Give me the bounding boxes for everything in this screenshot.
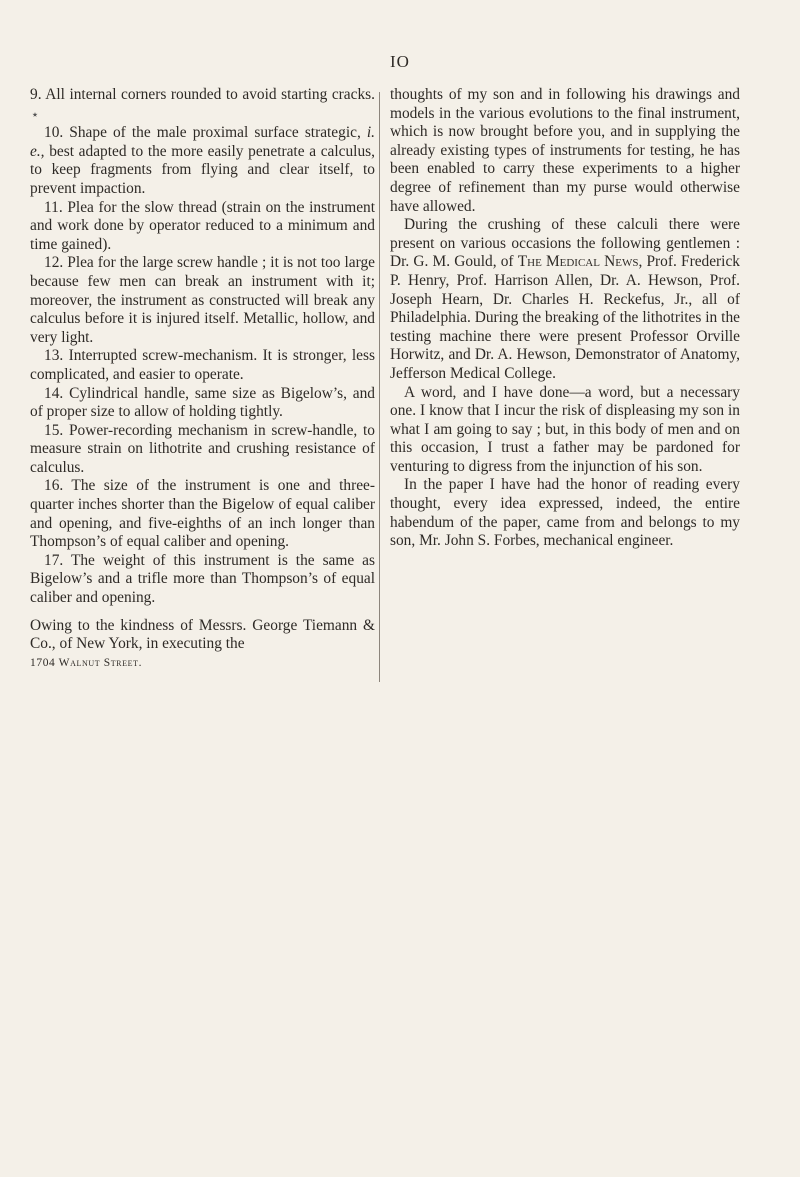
item-17: 17. The weight of this instrument is the same as Bigelow’s and a trifle more than Thompson’s of equal caliber and opening. bbox=[30, 551, 375, 607]
ie-abbrev: i. e., bbox=[30, 124, 375, 160]
acknowledgement-start: Owing to the kindness of Messrs. George Tiemann & Co., of New York, in executing the bbox=[30, 616, 375, 653]
continued-paragraph: thoughts of my son and in following his drawings and models in the various evolutions to the final instrument, which is now brought before you, and in supplying the already existing types of instruments for testing, he has been enabled to carry these experiments to a higher degree of refinement than my purse would otherwise have allowed. bbox=[390, 86, 740, 215]
ink-speck-icon: ٭ bbox=[32, 108, 38, 121]
word-paragraph: A word, and I have done—a word, but a necessary one. I know that I incur the risk of displeasing my son in what I am going to say ; but, in this body of men and on this occasion, I trust a father may be pardoned for venturing to digress from the injunction of his son. bbox=[390, 383, 740, 475]
witnesses-paragraph: During the crushing of these calculi there were present on various occasions the following gentlemen : Dr. G. M. Gould, of The Medical News, Prof. Frederick P. Henry, Prof. Harrison Allen, Dr. A. Hewson, Prof. Joseph Hearn, Dr. Charles H. Reckefus, Jr., all of Philadelphia. During the breaking of the lithotrites in the testing machine there were present Professor Orville Horwitz, and Dr. A. Hewson, Demonstrator of Anatomy, Jefferson Medical College. bbox=[390, 216, 740, 382]
item-10: 10. Shape of the male proximal surface strategic, i. e., best adapted to the more easily penetrate a calculus, to keep fragments from flying and clear itself, to prevent impaction. bbox=[30, 124, 375, 197]
item-14: 14. Cylindrical handle, same size as Bigelow’s, and of proper size to allow of holding tightly. bbox=[30, 384, 375, 421]
item-15: 15. Power-recording mechanism in screw-handle, to measure strain on lithotrite and crushing resistance of calculus. bbox=[30, 421, 375, 476]
journal-name: The Medical News, bbox=[517, 253, 643, 271]
footer-address: 1704 Walnut Street. bbox=[30, 656, 143, 669]
column-divider bbox=[379, 92, 380, 682]
item-12: 12. Plea for the large screw handle ; it is not too large because few men can break an instrument with it; moreover, the instrument as constructed will break any calculus before it is injured itself. Metallic, hollow, and very light. bbox=[30, 254, 375, 346]
credit-paragraph: In the paper I have had the honor of reading every thought, every idea expressed, indeed, the entire habendum of the paper, came from and belongs to my son, Mr. John S. Forbes, mechanical engineer. bbox=[390, 476, 740, 550]
item-13: 13. Interrupted screw-mechanism. It is stronger, less complicated, and easier to operate. bbox=[30, 347, 375, 383]
item-16: 16. The size of the instrument is one and three-quarter inches shorter than the Bigelow of equal caliber and opening, and five-eighths of an inch longer than Thompson’s of equal caliber and opening. bbox=[30, 477, 375, 551]
item-9: 9. All internal corners rounded to avoid starting cracks.٭ bbox=[30, 86, 375, 124]
right-column bbox=[390, 86, 740, 551]
left-column bbox=[30, 86, 375, 672]
item-11: 11. Plea for the slow thread (strain on the instrument and work done by operator reduced to a minimum and time gained). bbox=[30, 198, 375, 253]
page-number: IO bbox=[390, 52, 410, 71]
